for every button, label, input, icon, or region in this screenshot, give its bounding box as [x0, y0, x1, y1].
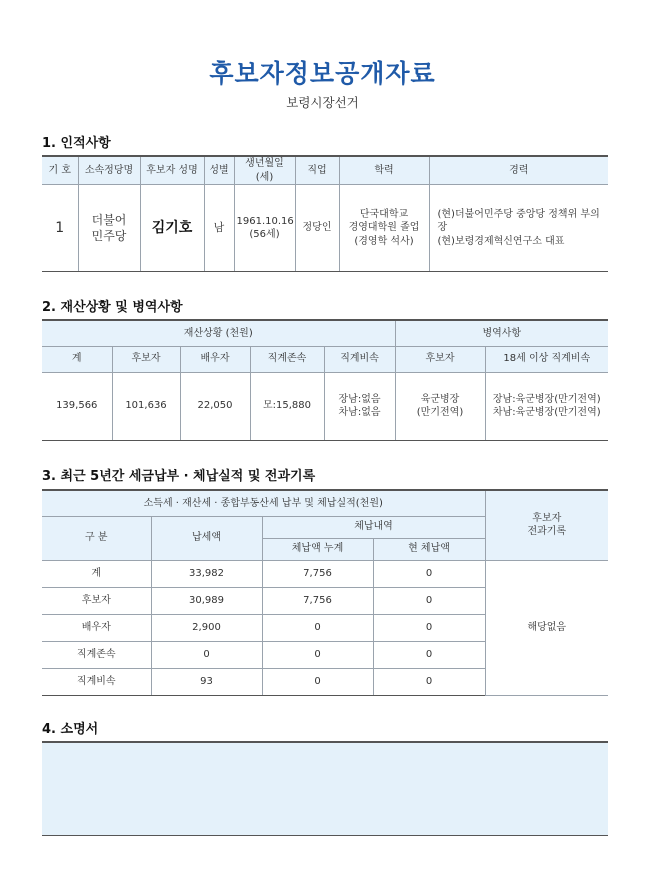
header-asset-candidate: 후보자	[112, 346, 180, 372]
candidate-party: 더불어 민주당	[78, 185, 140, 272]
section-title-personal: 1. 인적사항	[42, 136, 111, 151]
asset-descendant: 장남:없음 차남:없음	[324, 372, 395, 440]
tax-row-cumulative: 7,756	[262, 560, 373, 587]
header-asset-total: 계	[42, 346, 112, 372]
tax-row-label: 계	[42, 560, 151, 587]
section-title-tax: 3. 최근 5년간 세금납부 · 체납실적 및 전과기록	[42, 469, 316, 484]
tax-row-paid: 30,989	[151, 587, 262, 614]
header-education: 학력	[339, 156, 429, 185]
candidate-birth: 1961.10.16 (56세)	[234, 185, 295, 272]
section-title-statement: 4. 소명서	[42, 722, 99, 737]
personal-info-table	[42, 155, 608, 272]
header-asset-descendant: 직계비속	[324, 346, 395, 372]
header-asset-spouse: 배우자	[180, 346, 250, 372]
military-candidate: 육군병장 (만기전역)	[395, 372, 485, 440]
tax-row-label: 직계존속	[42, 641, 151, 668]
military-children: 장남:육군병장(만기전역) 차남:육군병장(만기전역)	[485, 372, 608, 440]
tax-row-label: 후보자	[42, 587, 151, 614]
tax-row-label: 직계비속	[42, 668, 151, 695]
header-military-candidate: 후보자	[395, 346, 485, 372]
header-number: 기 호	[42, 156, 78, 185]
asset-ascendant: 모:15,880	[250, 372, 324, 440]
tax-row-current: 0	[373, 668, 485, 695]
tax-row-cumulative: 0	[262, 641, 373, 668]
header-military-children: 18세 이상 직계비속	[485, 346, 608, 372]
tax-row-paid: 93	[151, 668, 262, 695]
tax-row-paid: 33,982	[151, 560, 262, 587]
asset-spouse: 22,050	[180, 372, 250, 440]
criminal-header: 후보자 전과기록	[485, 490, 608, 560]
page-title: 후보자정보공개자료	[209, 59, 436, 88]
tax-row-cumulative: 0	[262, 614, 373, 641]
assets-military-table	[42, 319, 608, 441]
tax-row-cumulative: 0	[262, 668, 373, 695]
tax-row-current: 0	[373, 560, 485, 587]
tax-table	[42, 489, 608, 696]
header-arrears-current: 현 체납액	[373, 538, 485, 560]
candidate-career: (현)더불어민주당 중앙당 정책위 부의장 (현)보령경제혁신연구소 대표	[429, 185, 608, 272]
tax-row-cumulative: 7,756	[262, 587, 373, 614]
tax-row-paid: 2,900	[151, 614, 262, 641]
header-name: 후보자 성명	[140, 156, 204, 185]
page-subtitle: 보령시장선거	[286, 95, 359, 110]
header-paid: 납세액	[151, 516, 262, 560]
tax-row-current: 0	[373, 587, 485, 614]
header-birth: 생년월일(세)	[234, 156, 295, 185]
asset-group-header: 재산상황 (천원)	[42, 320, 395, 346]
header-party: 소속정당명	[78, 156, 140, 185]
header-asset-ascendant: 직계존속	[250, 346, 324, 372]
candidate-number: 1	[42, 185, 78, 272]
tax-group-header: 소득세 · 재산세 · 종합부동산세 납부 및 체납실적(천원)	[42, 490, 485, 516]
table-row	[42, 560, 608, 587]
header-category: 구 분	[42, 516, 151, 560]
header-gender: 성별	[204, 156, 234, 185]
tax-row-current: 0	[373, 614, 485, 641]
asset-total: 139,566	[42, 372, 112, 440]
military-group-header: 병역사항	[395, 320, 608, 346]
asset-candidate: 101,636	[112, 372, 180, 440]
tax-row-label: 배우자	[42, 614, 151, 641]
header-arrears-cumulative: 체납액 누계	[262, 538, 373, 560]
header-arrears: 체납내역	[262, 516, 485, 538]
tax-row-current: 0	[373, 641, 485, 668]
candidate-name: 김기호	[140, 185, 204, 272]
candidate-job: 정당인	[295, 185, 339, 272]
candidate-gender: 남	[204, 185, 234, 272]
header-job: 직업	[295, 156, 339, 185]
criminal-record: 해당없음	[485, 560, 608, 695]
candidate-education: 단국대학교 경영대학원 졸업 (경영학 석사)	[339, 185, 429, 272]
statement-box	[42, 741, 608, 836]
tax-row-paid: 0	[151, 641, 262, 668]
header-career: 경력	[429, 156, 608, 185]
section-title-assets: 2. 재산상황 및 병역사항	[42, 300, 183, 315]
